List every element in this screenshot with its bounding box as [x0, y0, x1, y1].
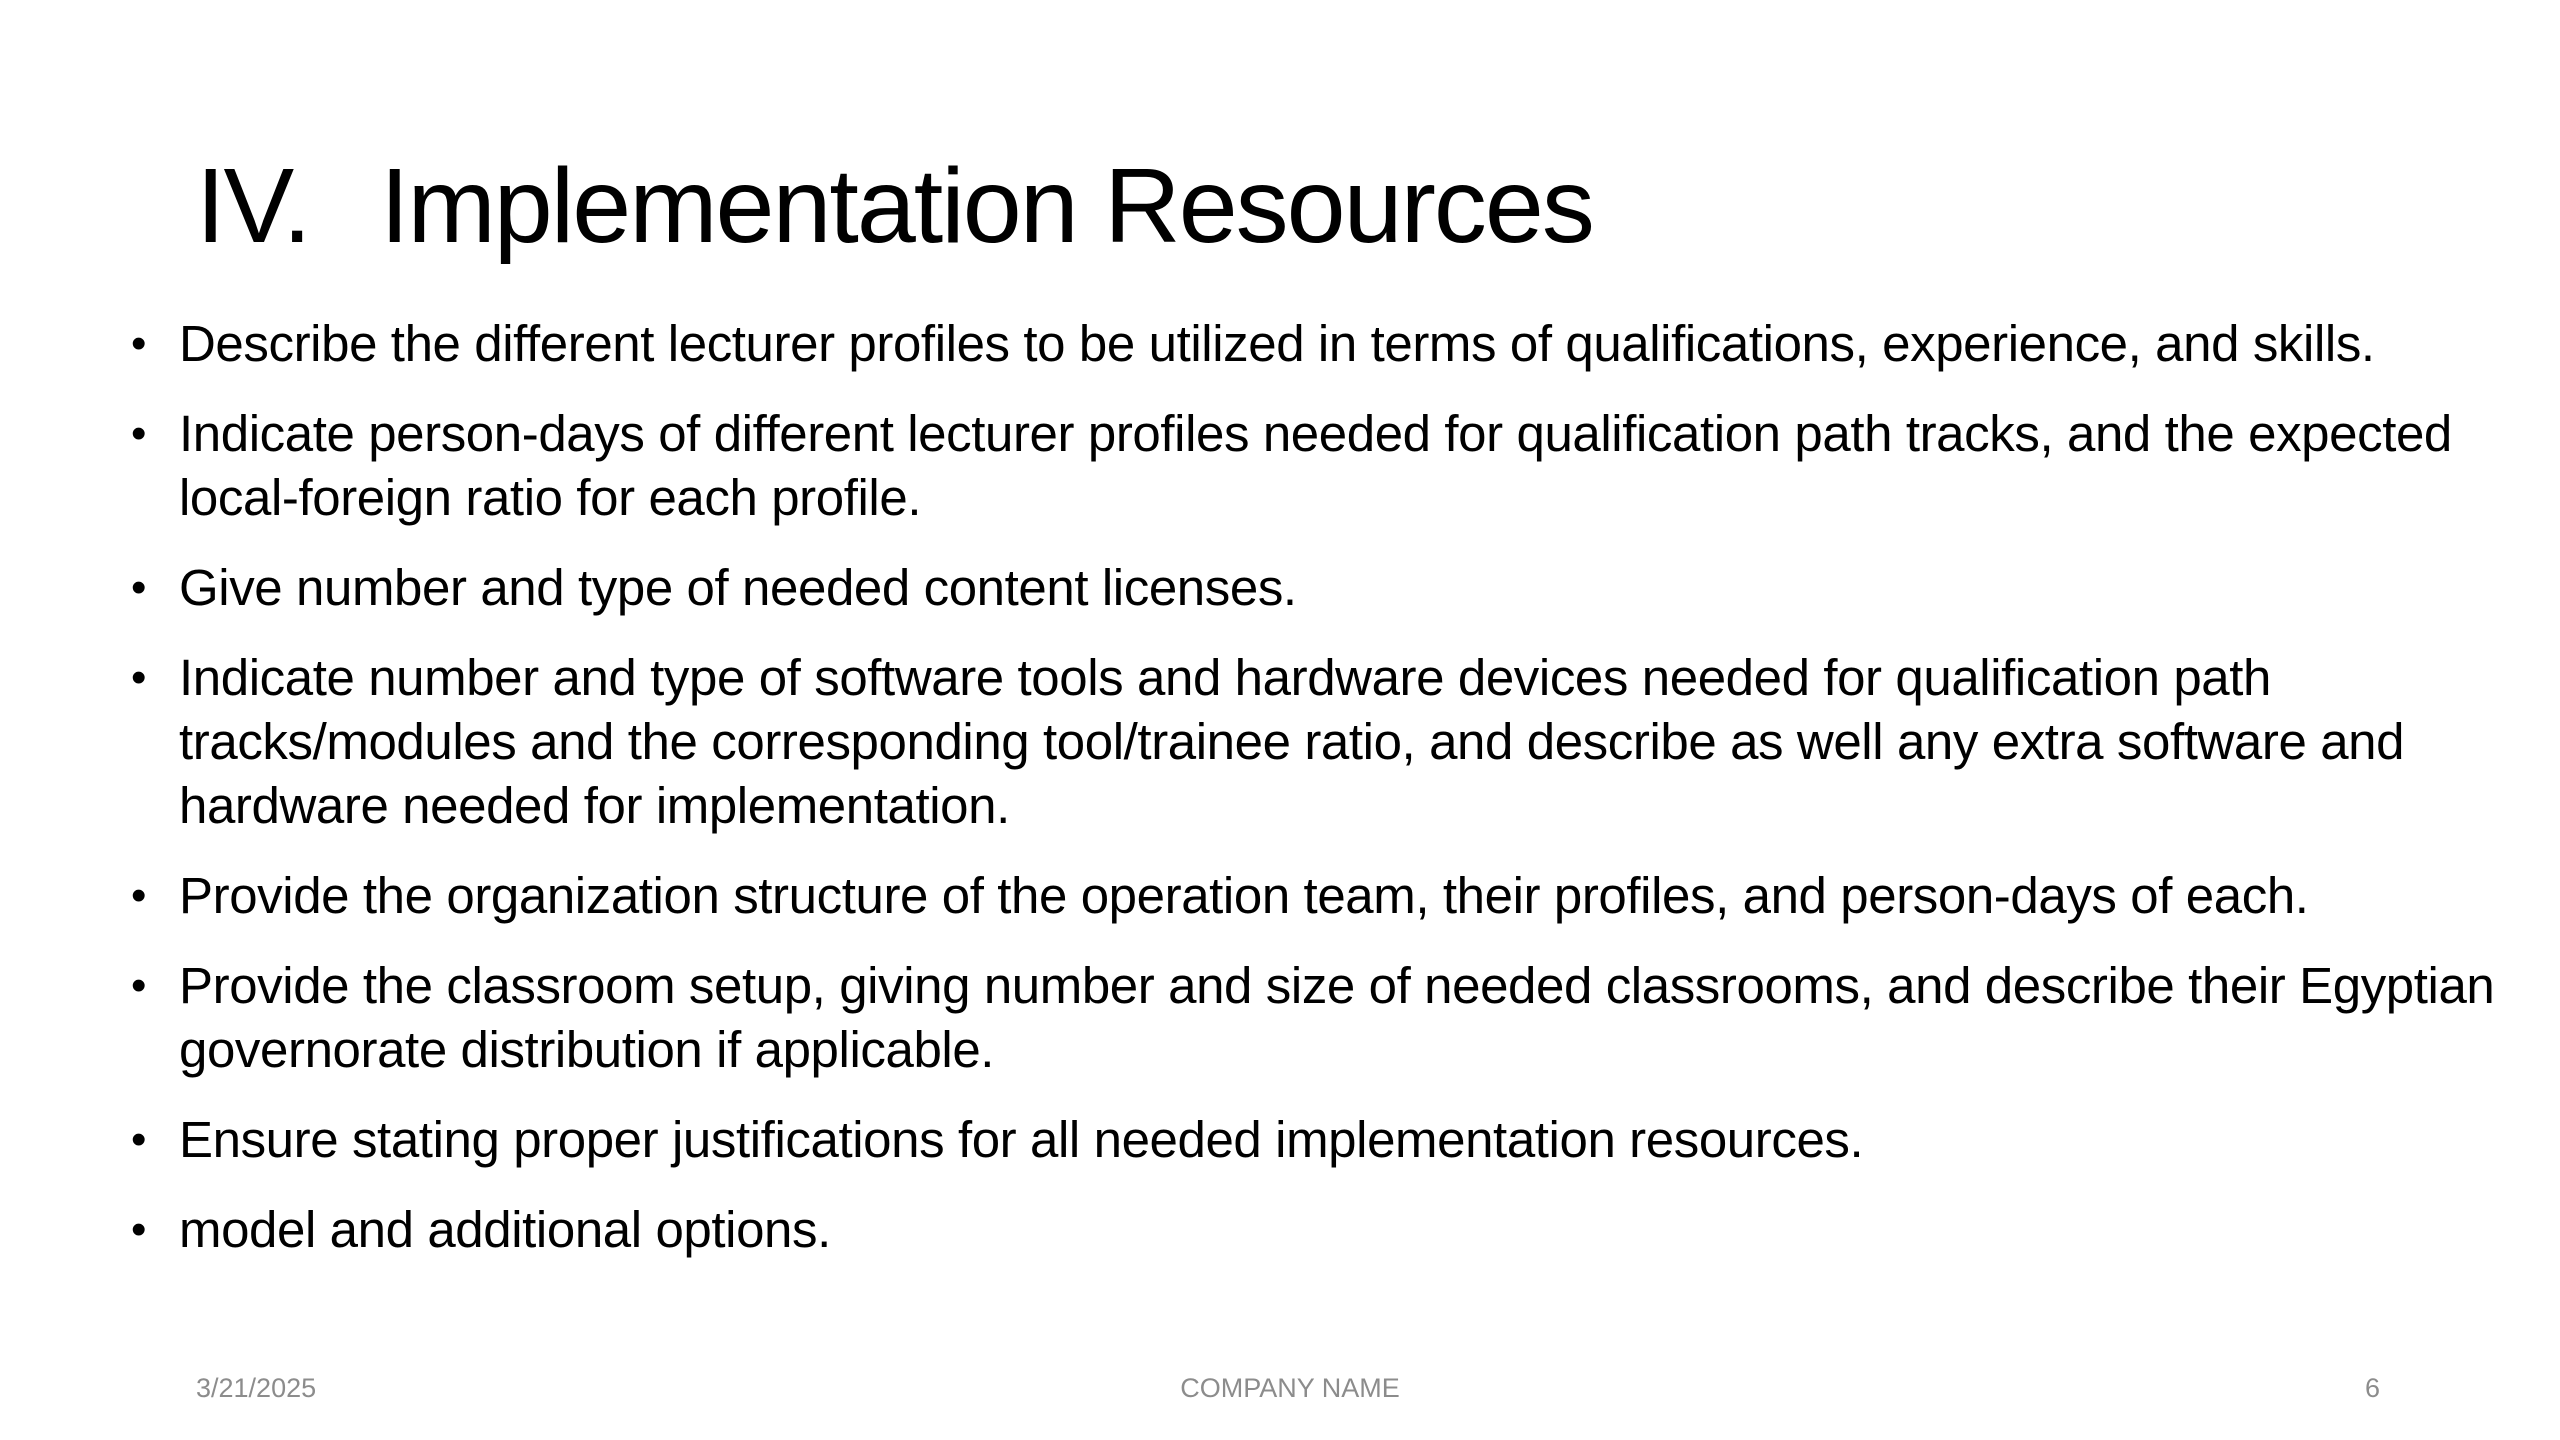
- bullet-icon: •: [131, 961, 147, 1010]
- bullet-list: [131, 312, 2531, 1288]
- bullet-text: Provide the classroom setup, giving number and size of needed classrooms, and describe their Egyptian governorate distribution if applicable.: [179, 957, 2495, 1078]
- title-number: IV.: [196, 147, 310, 265]
- bullet-icon: •: [131, 409, 147, 458]
- bullet-item: [131, 954, 2531, 1082]
- bullet-item: [131, 312, 2531, 376]
- bullet-item: [131, 556, 2531, 620]
- footer-page-number: 6: [2364, 1373, 2380, 1403]
- bullet-text: Provide the organization structure of the operation team, their profiles, and person-days of each.: [179, 867, 2309, 924]
- bullet-item: [131, 864, 2531, 928]
- footer-date: 3/21/2025: [196, 1373, 317, 1403]
- bullet-text: Describe the different lecturer profiles to be utilized in terms of qualifications, experience, and skills.: [179, 315, 2375, 372]
- bullet-item: [131, 402, 2531, 530]
- bullet-icon: •: [131, 319, 147, 368]
- bullet-icon: •: [131, 1205, 147, 1254]
- slide-title: [196, 148, 1593, 265]
- bullet-text: Indicate person-days of different lecturer profiles needed for qualification path tracks, and the expected local-foreign ratio for each profile.: [179, 405, 2452, 526]
- footer-company-name: COMPANY NAME: [1180, 1373, 1400, 1403]
- bullet-icon: •: [131, 871, 147, 920]
- bullet-item: [131, 1108, 2531, 1172]
- bullet-icon: •: [131, 563, 147, 612]
- bullet-item: [131, 1198, 2531, 1262]
- bullet-item: [131, 646, 2531, 838]
- bullet-text: Give number and type of needed content licenses.: [179, 559, 1297, 616]
- bullet-icon: •: [131, 653, 147, 702]
- bullet-icon: •: [131, 1115, 147, 1164]
- bullet-text: Ensure stating proper justifications for all needed implementation resources.: [179, 1111, 1864, 1168]
- title-text: Implementation Resources: [380, 147, 1593, 265]
- bullet-text: Indicate number and type of software tools and hardware devices needed for qualification path tracks/modules and the corresponding tool/trainee ratio, and describe as well any extra software and hardware needed for implementation.: [179, 649, 2405, 834]
- bullet-text: model and additional options.: [179, 1201, 831, 1258]
